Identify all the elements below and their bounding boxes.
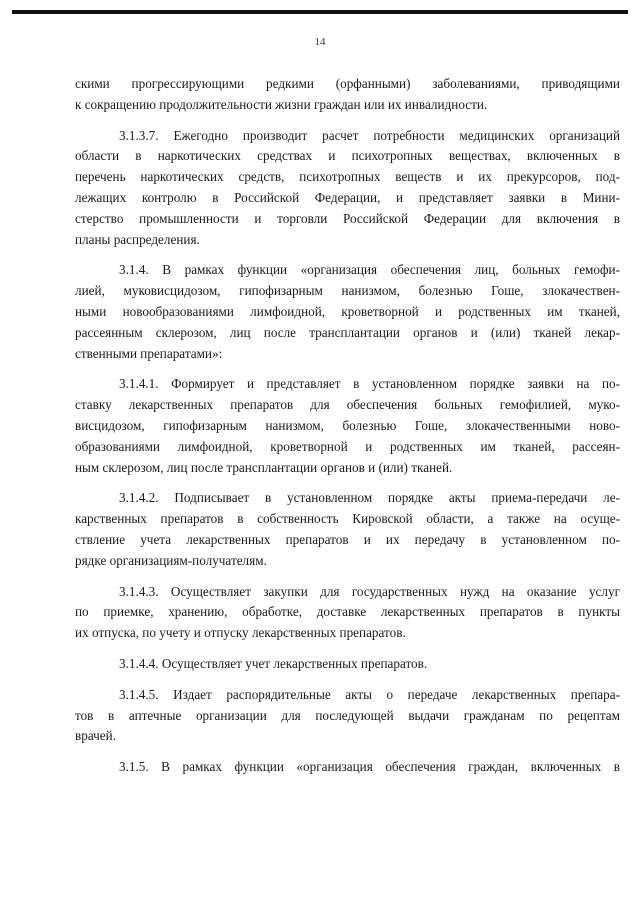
- text-line: ственными препаратами»:: [75, 345, 223, 361]
- text-line: тов в аптечные организации для последующей выдачи гражданам по рецептам: [75, 707, 620, 723]
- text-line: карственных препаратов в собственность Кировской области, а также на осуще-: [75, 511, 620, 527]
- text-line: висцидозом, гипофизарным нанизмом, болезнью Гоше, злокачественными ново-: [75, 417, 620, 433]
- text-line: рассеянным склерозом, лиц после трансплантации органов и (или) тканей лекар-: [75, 324, 620, 340]
- text-line: 3.1.5. В рамках функции «организация обеспечения граждан, включенных в: [119, 759, 620, 775]
- text-line: ными новообразованиями лимфоидной, кроветворной и родственных им тканей,: [75, 303, 620, 319]
- text-line: их отпуска, по учету и отпуску лекарственных препаратов.: [75, 625, 406, 641]
- text-line: 3.1.4.2. Подписывает в установленном порядке акты приема-передачи ле-: [119, 490, 620, 506]
- text-line: 3.1.4.5. Издает распорядительные акты о передаче лекарственных препара-: [119, 686, 620, 702]
- paragraph: [75, 488, 620, 571]
- text-line: перечень наркотических средств, психотропных веществ и их прекурсоров, под-: [75, 169, 620, 185]
- text-line: планы распределения.: [75, 231, 200, 247]
- paragraph: [75, 685, 620, 747]
- text-line: ставку лекарственных препаратов для обеспечения больных гемофилией, муко-: [75, 397, 620, 413]
- paragraph: [75, 126, 620, 251]
- text-line: лежащих контролю в Российской Федерации, и представляет заявки в Мини-: [75, 189, 620, 205]
- text-line: области в наркотических средствах и психотропных веществах, включенных в: [75, 148, 620, 164]
- paragraph: [75, 74, 620, 116]
- top-rule: [12, 10, 628, 14]
- document-body: [75, 74, 620, 778]
- paragraph: [75, 582, 620, 644]
- text-line: к сокращению продолжительности жизни граждан или их инвалидности.: [75, 96, 488, 112]
- paragraph: [75, 260, 620, 364]
- paragraph: [97, 757, 620, 778]
- text-line: лией, муковисцидозом, гипофизарным нанизмом, болезнью Гоше, злокачествен-: [75, 283, 620, 299]
- text-line: 3.1.3.7. Ежегодно производит расчет потребности медицинских организаций: [119, 127, 620, 143]
- paragraph: [75, 374, 620, 478]
- text-line: 3.1.4.4. Осуществляет учет лекарственных препаратов.: [119, 655, 428, 671]
- text-line: ным склерозом, лиц после трансплантации органов и (или) тканей.: [75, 459, 453, 475]
- text-line: ствление учета лекарственных препаратов и их передачу в установленном по-: [75, 531, 620, 547]
- text-line: по приемке, хранению, обработке, доставке лекарственных препаратов в пункты: [75, 604, 620, 620]
- paragraph: [97, 654, 620, 675]
- text-line: врачей.: [75, 728, 116, 744]
- text-line: 3.1.4.3. Осуществляет закупки для государственных нужд на оказание услуг: [119, 583, 620, 599]
- text-line: образованиями лимфоидной, кроветворной и родственных им тканей, рассеян-: [75, 438, 620, 454]
- text-line: рядке организациям-получателям.: [75, 552, 267, 568]
- text-line: 3.1.4. В рамках функции «организация обеспечения лиц, больных гемофи-: [119, 262, 620, 278]
- text-line: 3.1.4.1. Формирует и представляет в установленном порядке заявки на по-: [119, 376, 620, 392]
- page-number: 14: [314, 36, 326, 48]
- text-line: стерство промышленности и торговли Российской Федерации для включения в: [75, 210, 620, 226]
- text-line: скими прогрессирующими редкими (орфанными) заболеваниями, приводящими: [75, 76, 620, 91]
